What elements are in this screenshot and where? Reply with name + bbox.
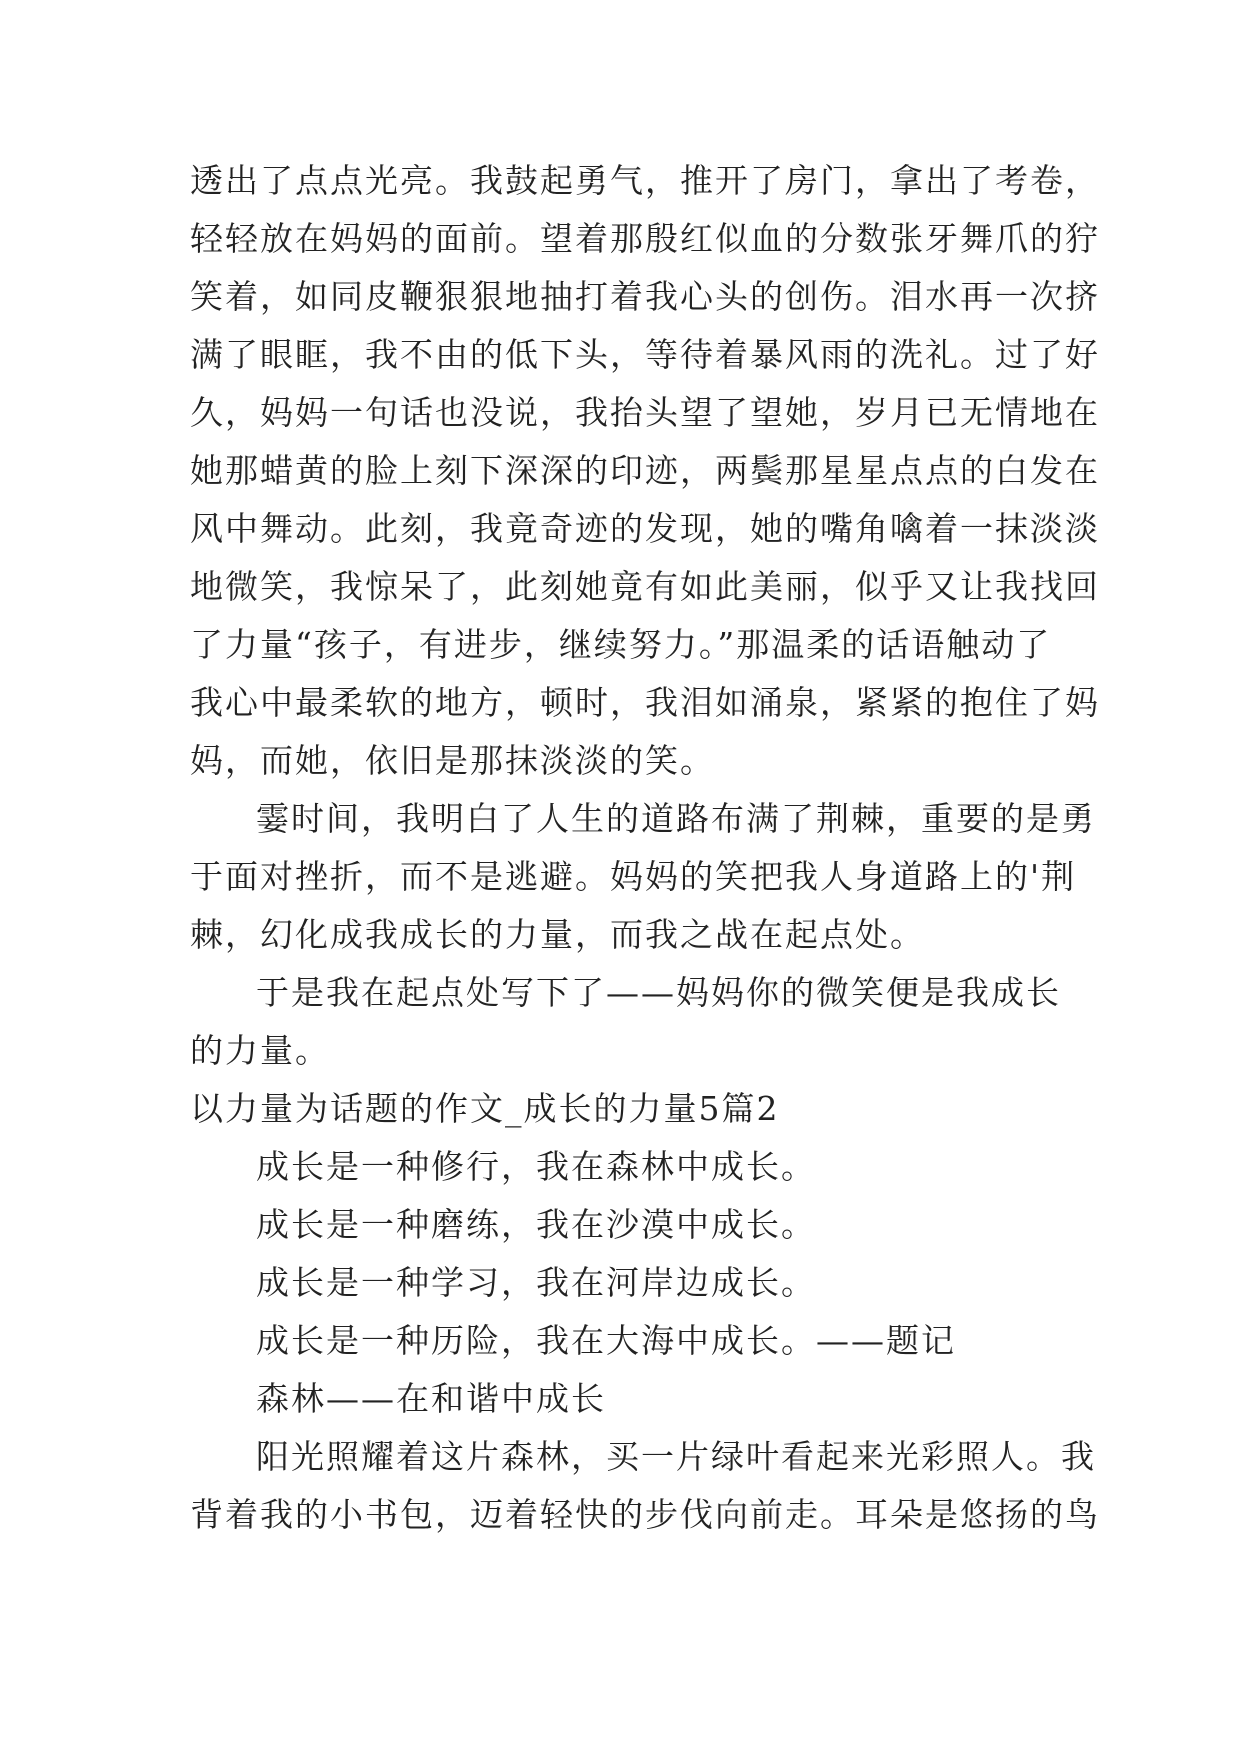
paragraph-1 [190,152,1100,790]
paragraph-line: 了力量“孩子，有进步，继续努力。”那温柔的话语触动了 [190,625,1052,664]
paragraph-line: 阳光照耀着这片森林，买一片绿叶看起来光彩照人。我 [256,1437,1096,1476]
document-body [190,152,1100,1544]
epigraph [190,1138,1070,1370]
paragraph-2 [190,790,1096,964]
paragraph-line: 久，妈妈一句话也没说，我抬头望了望她，岁月已无情地在 [190,393,1100,432]
paragraph-line: 于是我在起点处写下了——妈妈你的微笑便是我成长 [256,973,1061,1012]
paragraph-line: 地微笑，我惊呆了，此刻她竟有如此美丽，似乎又让我找回 [190,567,1100,606]
paragraph-3 [190,964,1070,1080]
epigraph-line: 成长是一种学习，我在河岸边成长。 [256,1263,816,1302]
subheading: 森林——在和谐中成长 [256,1379,606,1418]
epigraph-line: 成长是一种修行，我在森林中成长。 [256,1147,816,1186]
paragraph-line: 轻轻放在妈妈的面前。望着那殷红似血的分数张牙舞爪的狞 [190,219,1100,258]
paragraph-line: 于面对挫折，而不是逃避。妈妈的笑把我人身道路上的'荆 [190,857,1077,896]
paragraph-line: 的力量。 [190,1031,330,1070]
paragraph-line: 她那蜡黄的脸上刻下深深的印迹，两鬓那星星点点的白发在 [190,451,1100,490]
section-title: 以力量为话题的作文_成长的力量5篇2 [190,1089,780,1128]
paragraph-line: 风中舞动。此刻，我竟奇迹的发现，她的嘴角噙着一抹淡淡 [190,509,1100,548]
paragraph-line: 背着我的小书包，迈着轻快的步伐向前走。耳朵是悠扬的鸟 [190,1495,1100,1534]
paragraph-line: 霎时间，我明白了人生的道路布满了荆棘，重要的是勇 [256,799,1096,838]
epigraph-line: 成长是一种磨练，我在沙漠中成长。 [256,1205,816,1244]
paragraph-line: 笑着，如同皮鞭狠狠地抽打着我心头的创伤。泪水再一次挤 [190,277,1100,316]
paragraph-4 [190,1428,1100,1544]
paragraph-line: 满了眼眶，我不由的低下头，等待着暴风雨的洗礼。过了好 [190,335,1100,374]
paragraph-line: 棘，幻化成我成长的力量，而我之战在起点处。 [190,915,925,954]
paragraph-line: 透出了点点光亮。我鼓起勇气，推开了房门，拿出了考卷， [190,161,1100,200]
epigraph-line: 成长是一种历险，我在大海中成长。——题记 [256,1321,956,1360]
paragraph-line: 妈，而她，依旧是那抹淡淡的笑。 [190,741,715,780]
paragraph-line: 我心中最柔软的地方，顿时，我泪如涌泉，紧紧的抱住了妈 [190,683,1100,722]
